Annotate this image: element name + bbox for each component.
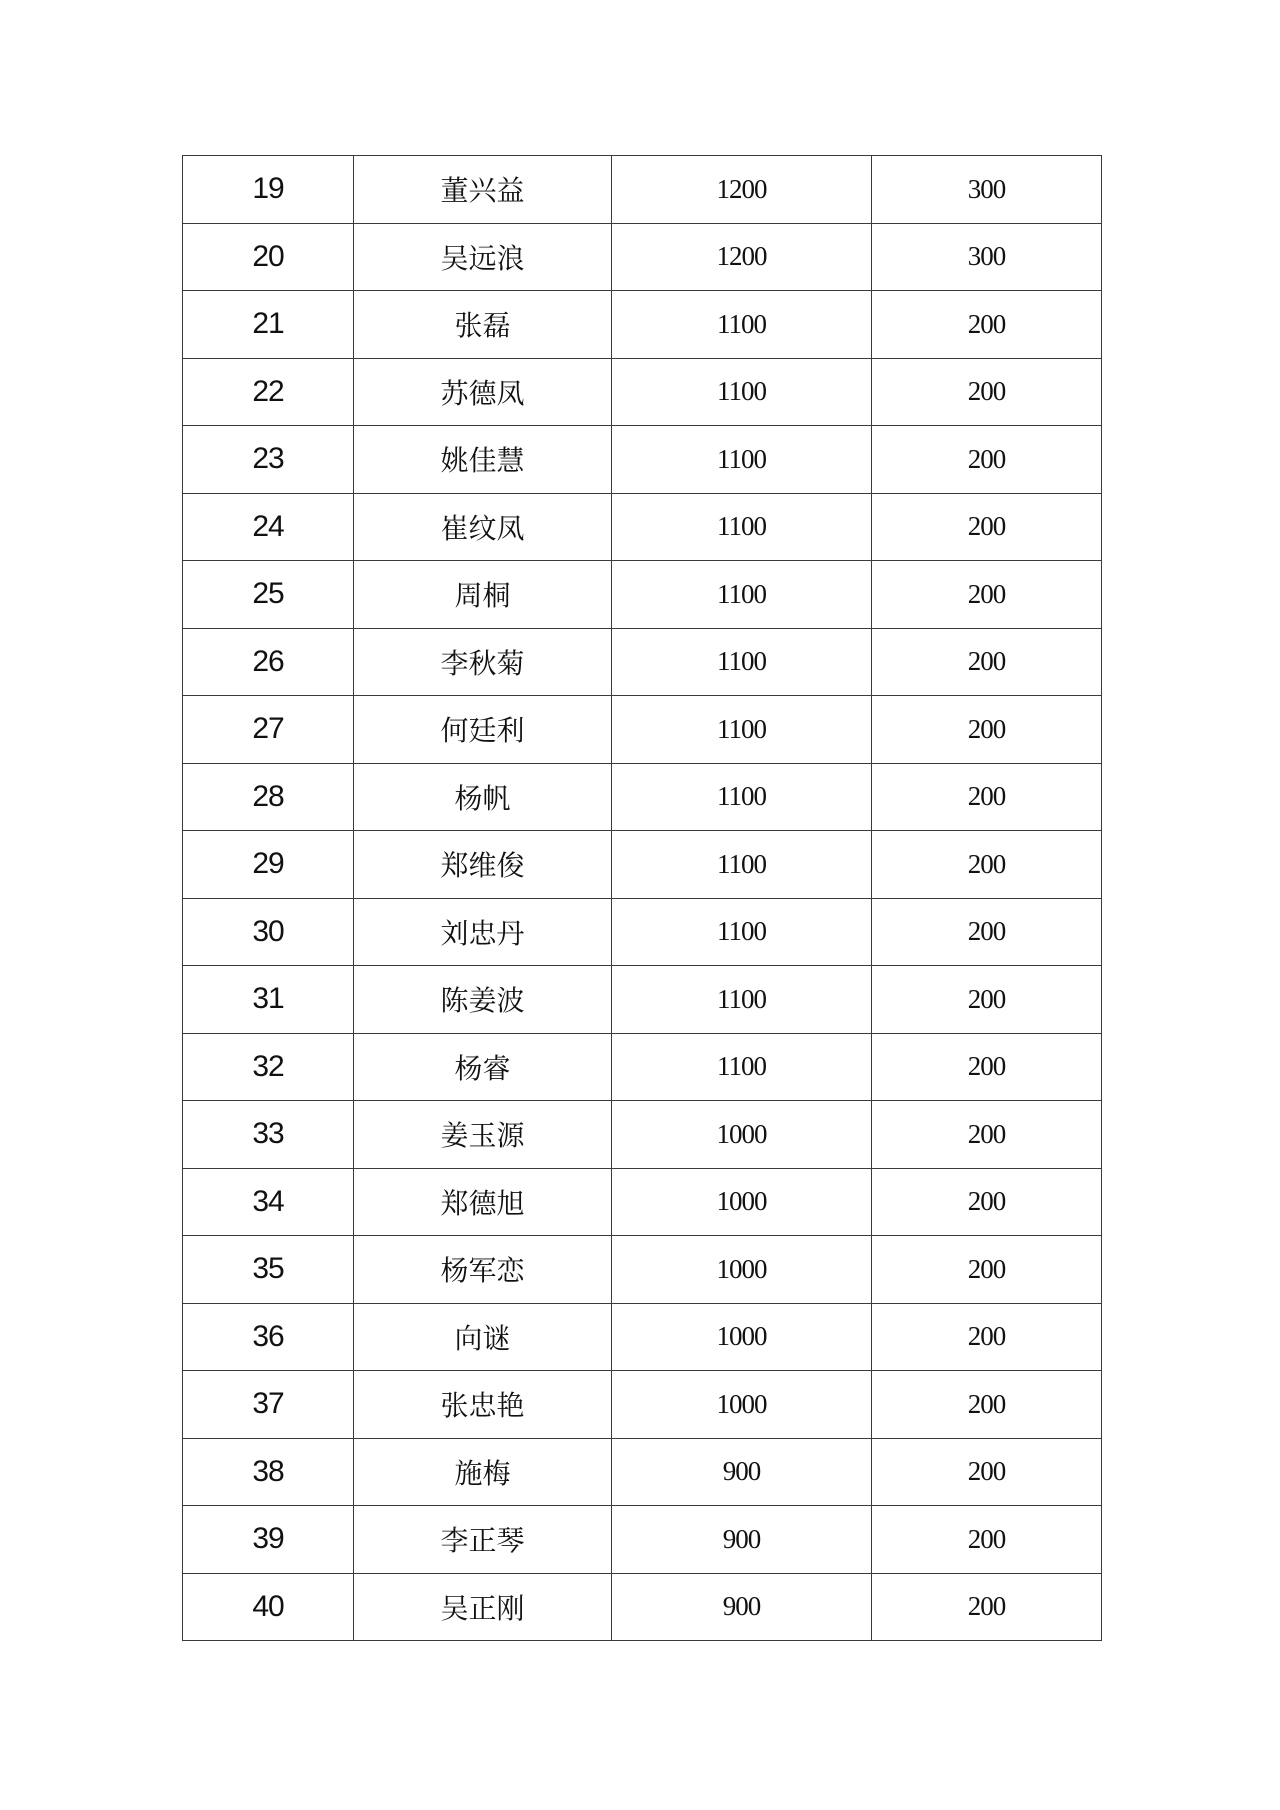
name-cell: 陈姜波	[354, 966, 612, 1034]
name-cell: 董兴益	[354, 156, 612, 224]
table-body	[183, 156, 1102, 1641]
amount-cell: 900	[612, 1438, 872, 1506]
amount-cell: 1100	[612, 898, 872, 966]
row-number-cell: 30	[183, 898, 354, 966]
row-number-cell: 28	[183, 763, 354, 831]
row-number-cell: 23	[183, 426, 354, 494]
row-number-cell: 19	[183, 156, 354, 224]
amount-cell: 900	[612, 1573, 872, 1641]
table-row	[183, 1371, 1102, 1439]
amount-cell: 1100	[612, 831, 872, 899]
row-number-cell: 27	[183, 696, 354, 764]
extra-amount-cell: 200	[872, 1168, 1102, 1236]
extra-amount-cell: 300	[872, 223, 1102, 291]
table-row	[183, 898, 1102, 966]
extra-amount-cell: 200	[872, 561, 1102, 629]
extra-amount-cell: 200	[872, 426, 1102, 494]
amount-cell: 1000	[612, 1236, 872, 1304]
name-cell: 姜玉源	[354, 1101, 612, 1169]
amount-cell: 1100	[612, 1033, 872, 1101]
table-row	[183, 223, 1102, 291]
extra-amount-cell: 200	[872, 1236, 1102, 1304]
table-row	[183, 628, 1102, 696]
row-number-cell: 39	[183, 1506, 354, 1574]
amount-cell: 1100	[612, 628, 872, 696]
table-row	[183, 156, 1102, 224]
row-number-cell: 29	[183, 831, 354, 899]
extra-amount-cell: 200	[872, 763, 1102, 831]
name-cell: 何廷利	[354, 696, 612, 764]
name-cell: 张忠艳	[354, 1371, 612, 1439]
name-cell: 施梅	[354, 1438, 612, 1506]
name-cell: 杨军恋	[354, 1236, 612, 1304]
table-row	[183, 493, 1102, 561]
table-row	[183, 426, 1102, 494]
extra-amount-cell: 200	[872, 628, 1102, 696]
table-row	[183, 763, 1102, 831]
extra-amount-cell: 200	[872, 291, 1102, 359]
row-number-cell: 40	[183, 1573, 354, 1641]
row-number-cell: 24	[183, 493, 354, 561]
table-row	[183, 831, 1102, 899]
amount-cell: 1100	[612, 358, 872, 426]
table-row	[183, 1101, 1102, 1169]
extra-amount-cell: 200	[872, 966, 1102, 1034]
extra-amount-cell: 200	[872, 493, 1102, 561]
amount-cell: 1100	[612, 291, 872, 359]
name-cell: 吴正刚	[354, 1573, 612, 1641]
name-cell: 杨帆	[354, 763, 612, 831]
data-table	[182, 155, 1102, 1641]
row-number-cell: 38	[183, 1438, 354, 1506]
table-row	[183, 358, 1102, 426]
table-row	[183, 1506, 1102, 1574]
extra-amount-cell: 200	[872, 1573, 1102, 1641]
name-cell: 杨睿	[354, 1033, 612, 1101]
table-row	[183, 1438, 1102, 1506]
table-row	[183, 291, 1102, 359]
table-row	[183, 966, 1102, 1034]
extra-amount-cell: 200	[872, 358, 1102, 426]
name-cell: 张磊	[354, 291, 612, 359]
table-row	[183, 1303, 1102, 1371]
extra-amount-cell: 200	[872, 1101, 1102, 1169]
table-row	[183, 696, 1102, 764]
amount-cell: 1100	[612, 763, 872, 831]
row-number-cell: 21	[183, 291, 354, 359]
table-row	[183, 1236, 1102, 1304]
table-row	[183, 1168, 1102, 1236]
amount-cell: 1100	[612, 426, 872, 494]
amount-cell: 1100	[612, 561, 872, 629]
amount-cell: 1000	[612, 1303, 872, 1371]
name-cell: 郑德旭	[354, 1168, 612, 1236]
amount-cell: 900	[612, 1506, 872, 1574]
name-cell: 周桐	[354, 561, 612, 629]
extra-amount-cell: 200	[872, 1506, 1102, 1574]
extra-amount-cell: 200	[872, 1371, 1102, 1439]
name-cell: 郑维俊	[354, 831, 612, 899]
name-cell: 向谜	[354, 1303, 612, 1371]
row-number-cell: 34	[183, 1168, 354, 1236]
name-cell: 吴远浪	[354, 223, 612, 291]
row-number-cell: 35	[183, 1236, 354, 1304]
row-number-cell: 32	[183, 1033, 354, 1101]
row-number-cell: 25	[183, 561, 354, 629]
table-row	[183, 561, 1102, 629]
row-number-cell: 33	[183, 1101, 354, 1169]
name-cell: 李正琴	[354, 1506, 612, 1574]
amount-cell: 1200	[612, 156, 872, 224]
amount-cell: 1200	[612, 223, 872, 291]
extra-amount-cell: 200	[872, 1033, 1102, 1101]
row-number-cell: 37	[183, 1371, 354, 1439]
amount-cell: 1100	[612, 696, 872, 764]
row-number-cell: 31	[183, 966, 354, 1034]
name-cell: 崔纹凤	[354, 493, 612, 561]
extra-amount-cell: 200	[872, 831, 1102, 899]
extra-amount-cell: 300	[872, 156, 1102, 224]
row-number-cell: 22	[183, 358, 354, 426]
amount-cell: 1100	[612, 966, 872, 1034]
extra-amount-cell: 200	[872, 1303, 1102, 1371]
extra-amount-cell: 200	[872, 898, 1102, 966]
name-cell: 刘忠丹	[354, 898, 612, 966]
name-cell: 苏德凤	[354, 358, 612, 426]
table-row	[183, 1573, 1102, 1641]
name-cell: 李秋菊	[354, 628, 612, 696]
extra-amount-cell: 200	[872, 696, 1102, 764]
amount-cell: 1100	[612, 493, 872, 561]
row-number-cell: 36	[183, 1303, 354, 1371]
extra-amount-cell: 200	[872, 1438, 1102, 1506]
name-cell: 姚佳慧	[354, 426, 612, 494]
row-number-cell: 26	[183, 628, 354, 696]
amount-cell: 1000	[612, 1168, 872, 1236]
table-row	[183, 1033, 1102, 1101]
amount-cell: 1000	[612, 1101, 872, 1169]
amount-cell: 1000	[612, 1371, 872, 1439]
row-number-cell: 20	[183, 223, 354, 291]
